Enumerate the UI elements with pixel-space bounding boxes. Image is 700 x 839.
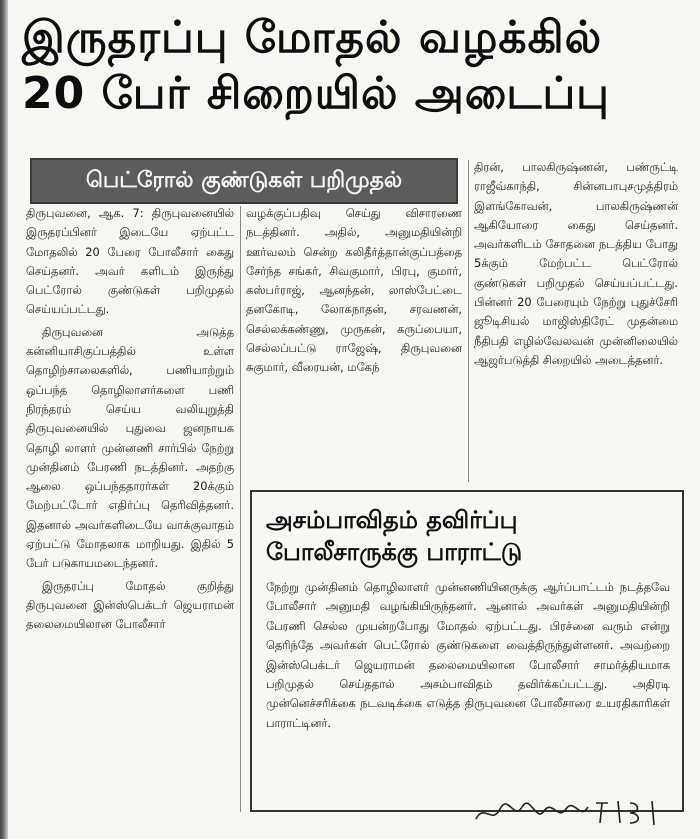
column-divider-2 xyxy=(468,160,469,482)
handwritten-signature xyxy=(470,795,670,829)
column-1-paragraph-2: திருபுவனை அடுத்த கன்னியாசிகுப்பத்தில் உள்ள தொழிற்சாலைகளில், பணியாற்றும் ஒப்பந்த தொழிலாளர்களை பணி நிரந்தரம் செய்ய வலியுறுத்தி திருபுவனையில் புதுவை ஜனநாயக தொழி லாளர் முன்னணி சார்பில் நேற்று முன்தினம் பேரணி நடத்தினர். அதற்கு ஆலை ஒப்பந்ததாரர்கள் 20க்கும் மேற்பட்டோர் எதிர்ப்பு தெரிவித்தனர். இதனால் அவர்களிடையே வாக்குவாதம் ஏற்பட்டு மோதலாக மாறியது. இதில் 5 பேர் படுகாயமடைந்தனர். xyxy=(26,324,234,571)
headline-line-2: 20 பேர் சிறையில் அடைப்பு xyxy=(22,68,610,119)
subheading-banner: பெட்ரோல் குண்டுகள் பறிமுதல் xyxy=(30,158,458,204)
sidebar-box-title xyxy=(266,504,676,568)
clipping-edge-shadow xyxy=(0,0,8,839)
column-1-paragraph-1: திருபுவனை, ஆக. 7: திருபுவனையில் இருதரப்பினர் இடையே ஏற்பட்ட மோதலில் 20 பேரை போலீசார் கைது செய்தனர். அவர் களிடம் இருந்து பெட்ரோல் குண்டுகள் பறிமுதல் செய்யப்பட்டது. xyxy=(26,206,234,317)
article-column-2 xyxy=(246,204,462,484)
column-2-paragraph-1: வழக்குப்பதிவு செய்து விசாரணை நடத்தினர். அதில், அனுமதியின்றி ஊர்வலம் சென்ற கலிதீர்த்தான்குப்பத்தை சேர்ந்த சங்கர், சிவகுமார், பிரபு, குமார், கஸ்பர்ராஜ், ஆனந்தன், லாஸ்பேட்டை தனகோடி, லோகநாதன், சரவணன், செல்லக்கண்ணு, முருகன், கருப்பையா, செல்லப்பட்டு ராஜேஷ், திருபுவனை சுகுமார், வீரையன், மகேந் xyxy=(246,206,462,375)
article-column-3 xyxy=(474,158,678,484)
sidebar-box-title-line-1: அசம்பாவிதம் தவிர்ப்பு xyxy=(266,506,518,534)
headline xyxy=(22,10,682,122)
article-column-1 xyxy=(26,204,234,816)
column-3-paragraph-1: திரன், பாலகிருஷ்ணன், பண்ருட்டி ராஜீவ்காந்தி, சின்னபாபுசமுத்திரம் இளங்கோவன், பாலகிருஷ்ணன் ஆகியோரை கைது செய்தனர். அவர்களிடம் சோதனை நடத்திய போது 5க்கும் மேற்பட்ட பெட்ரோல் குண்டுகள் பறிமுதல் செய்யப்பட்டது. பின்னர் 20 பேரையும் நேற்று புதுச்சேரி ஜூடிசியல் மாஜிஸ்திரேட் முதன்மை நீதிபதி எழில்வேலவன் முன்னிலையில் ஆஜர்படுத்தி சிறையில் அடைத்தனர். xyxy=(474,160,678,367)
column-divider-1 xyxy=(240,206,241,812)
sidebar-box-text: நேற்று முன்தினம் தொழிலாளர் முன்னணியினருக்கு ஆர்ப்பாட்டம் நடத்தவே போலீசார் அனுமதி வழங்கியிருந்தனர். ஆனால் அவர்கள் அனுமதியின்றி பேரணி செல்ல முயன்றபோது மோதல் ஏற்பட்டது. பிரச்னை வரும் என்று தெரிந்தே அவர்கள் பெட்ரோல் குண்டுகளை வைத்திருந்துள்ளனர். அவற்றை இன்ஸ்பெக்டர் ஜெயராமன் தலைமையிலான போலீசார் சாமர்த்தியமாக பறிமுதல் செய்ததால் அசம்பாவிதம் தவிர்க்கப்பட்டது. அதிரடி முன்னெச்சரிக்கை நடவடிக்கை எடுத்த திருபுவனை போலீசாரை உயரதிகாரிகள் பாராட்டினர். xyxy=(266,580,670,730)
sidebar-box xyxy=(250,490,684,812)
sidebar-box-title-line-2: போலீசாருக்கு பாராட்டு xyxy=(266,538,523,566)
column-1-paragraph-3: இருதரப்பு மோதல் குறித்து திருபுவனை இன்ஸ்பெக்டர் ஜெயராமன் தலைமையிலான போலீசார் xyxy=(26,578,234,632)
headline-line-1: இருதரப்பு மோதல் வழக்கில் xyxy=(22,12,603,63)
